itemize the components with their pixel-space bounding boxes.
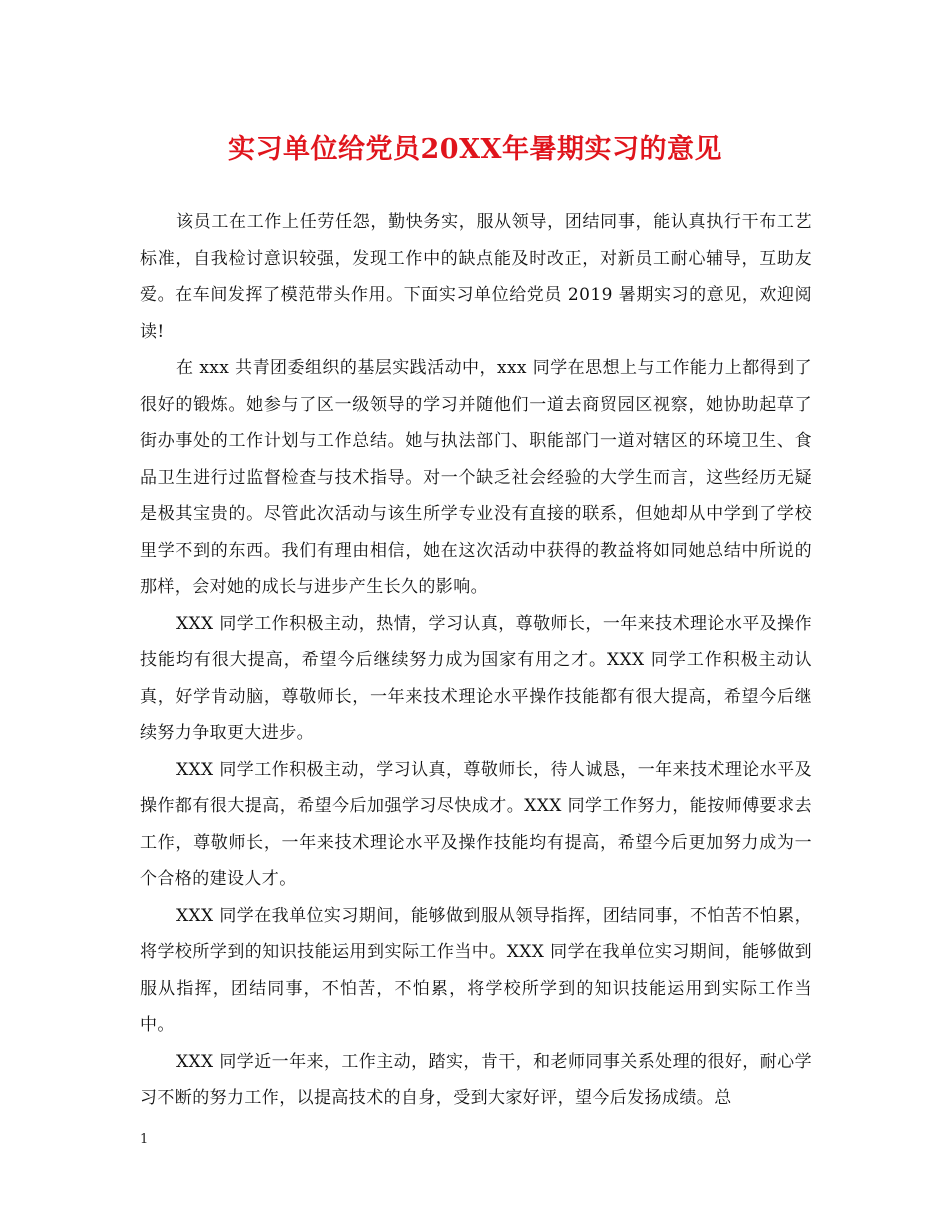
paragraph-5: XXX 同学在我单位实习期间，能够做到服从领导指挥，团结同事，不怕苦不怕累，将学校所学到的知识技能运用到实际工作当中。XXX 同学在我单位实习期间，能够做到服从指挥，团结同事，不怕苦，不怕累，将学校所学到的知识技能运用到实际工作当中。 — [140, 905, 812, 1035]
paragraph-1: 该员工在工作上任劳任怨，勤快务实，服从领导，团结同事，能认真执行干布工艺标准，自我检讨意识较强，发现工作中的缺点能及时改正，对新员工耐心辅导，互助友爱。在车间发挥了模范带头作用。下面实习单位给党员 2019 暑期实习的意见，欢迎阅读! — [140, 212, 812, 342]
page-number: 1 — [140, 1132, 149, 1147]
paragraph-2: 在 xxx 共青团委组织的基层实践活动中，xxx 同学在思想上与工作能力上都得到了很好的锻炼。她参与了区一级领导的学习并随他们一道去商贸园区视察，她协助起草了街办事处的工作计划与工作总结。她与执法部门、职能部门一道对辖区的环境卫生、食品卫生进行过监督检查与技术指导。对一个缺乏社会经验的大学生而言，这些经历无疑是极其宝贵的。尽管此次活动与该生所学专业没有直接的联系，但她却从中学到了学校里学不到的东西。我们有理由相信，她在这次活动中获得的教益将如同她总结中所说的那样，会对她的成长与进步产生长久的影响。 — [140, 358, 812, 597]
document-body — [140, 204, 812, 1117]
paragraph-3: XXX 同学工作积极主动，热情，学习认真，尊敬师长，一年来技术理论水平及操作技能均有很大提高，希望今后继续努力成为国家有用之才。XXX 同学工作积极主动认真，好学肯动脑，尊敬师长，一年来技术理论水平操作技能都有很大提高，希望今后继续努力争取更大进步。 — [140, 613, 812, 743]
paragraph-6: XXX 同学近一年来，工作主动，踏实，肯干，和老师同事关系处理的很好，耐心学习不断的努力工作，以提高技术的自身，受到大家好评，望今后发扬成绩。总 — [140, 1051, 812, 1108]
page-title: 实习单位给党员20XX年暑期实习的意见 — [228, 134, 722, 165]
paragraph-4: XXX 同学工作积极主动，学习认真，尊敬师长，待人诚恳，一年来技术理论水平及操作都有很大提高，希望今后加强学习尽快成才。XXX 同学工作努力，能按师傅要求去工作，尊敬师长，一年来技术理论水平及操作技能均有提高，希望今后更加努力成为一个合格的建设人才。 — [140, 759, 812, 889]
